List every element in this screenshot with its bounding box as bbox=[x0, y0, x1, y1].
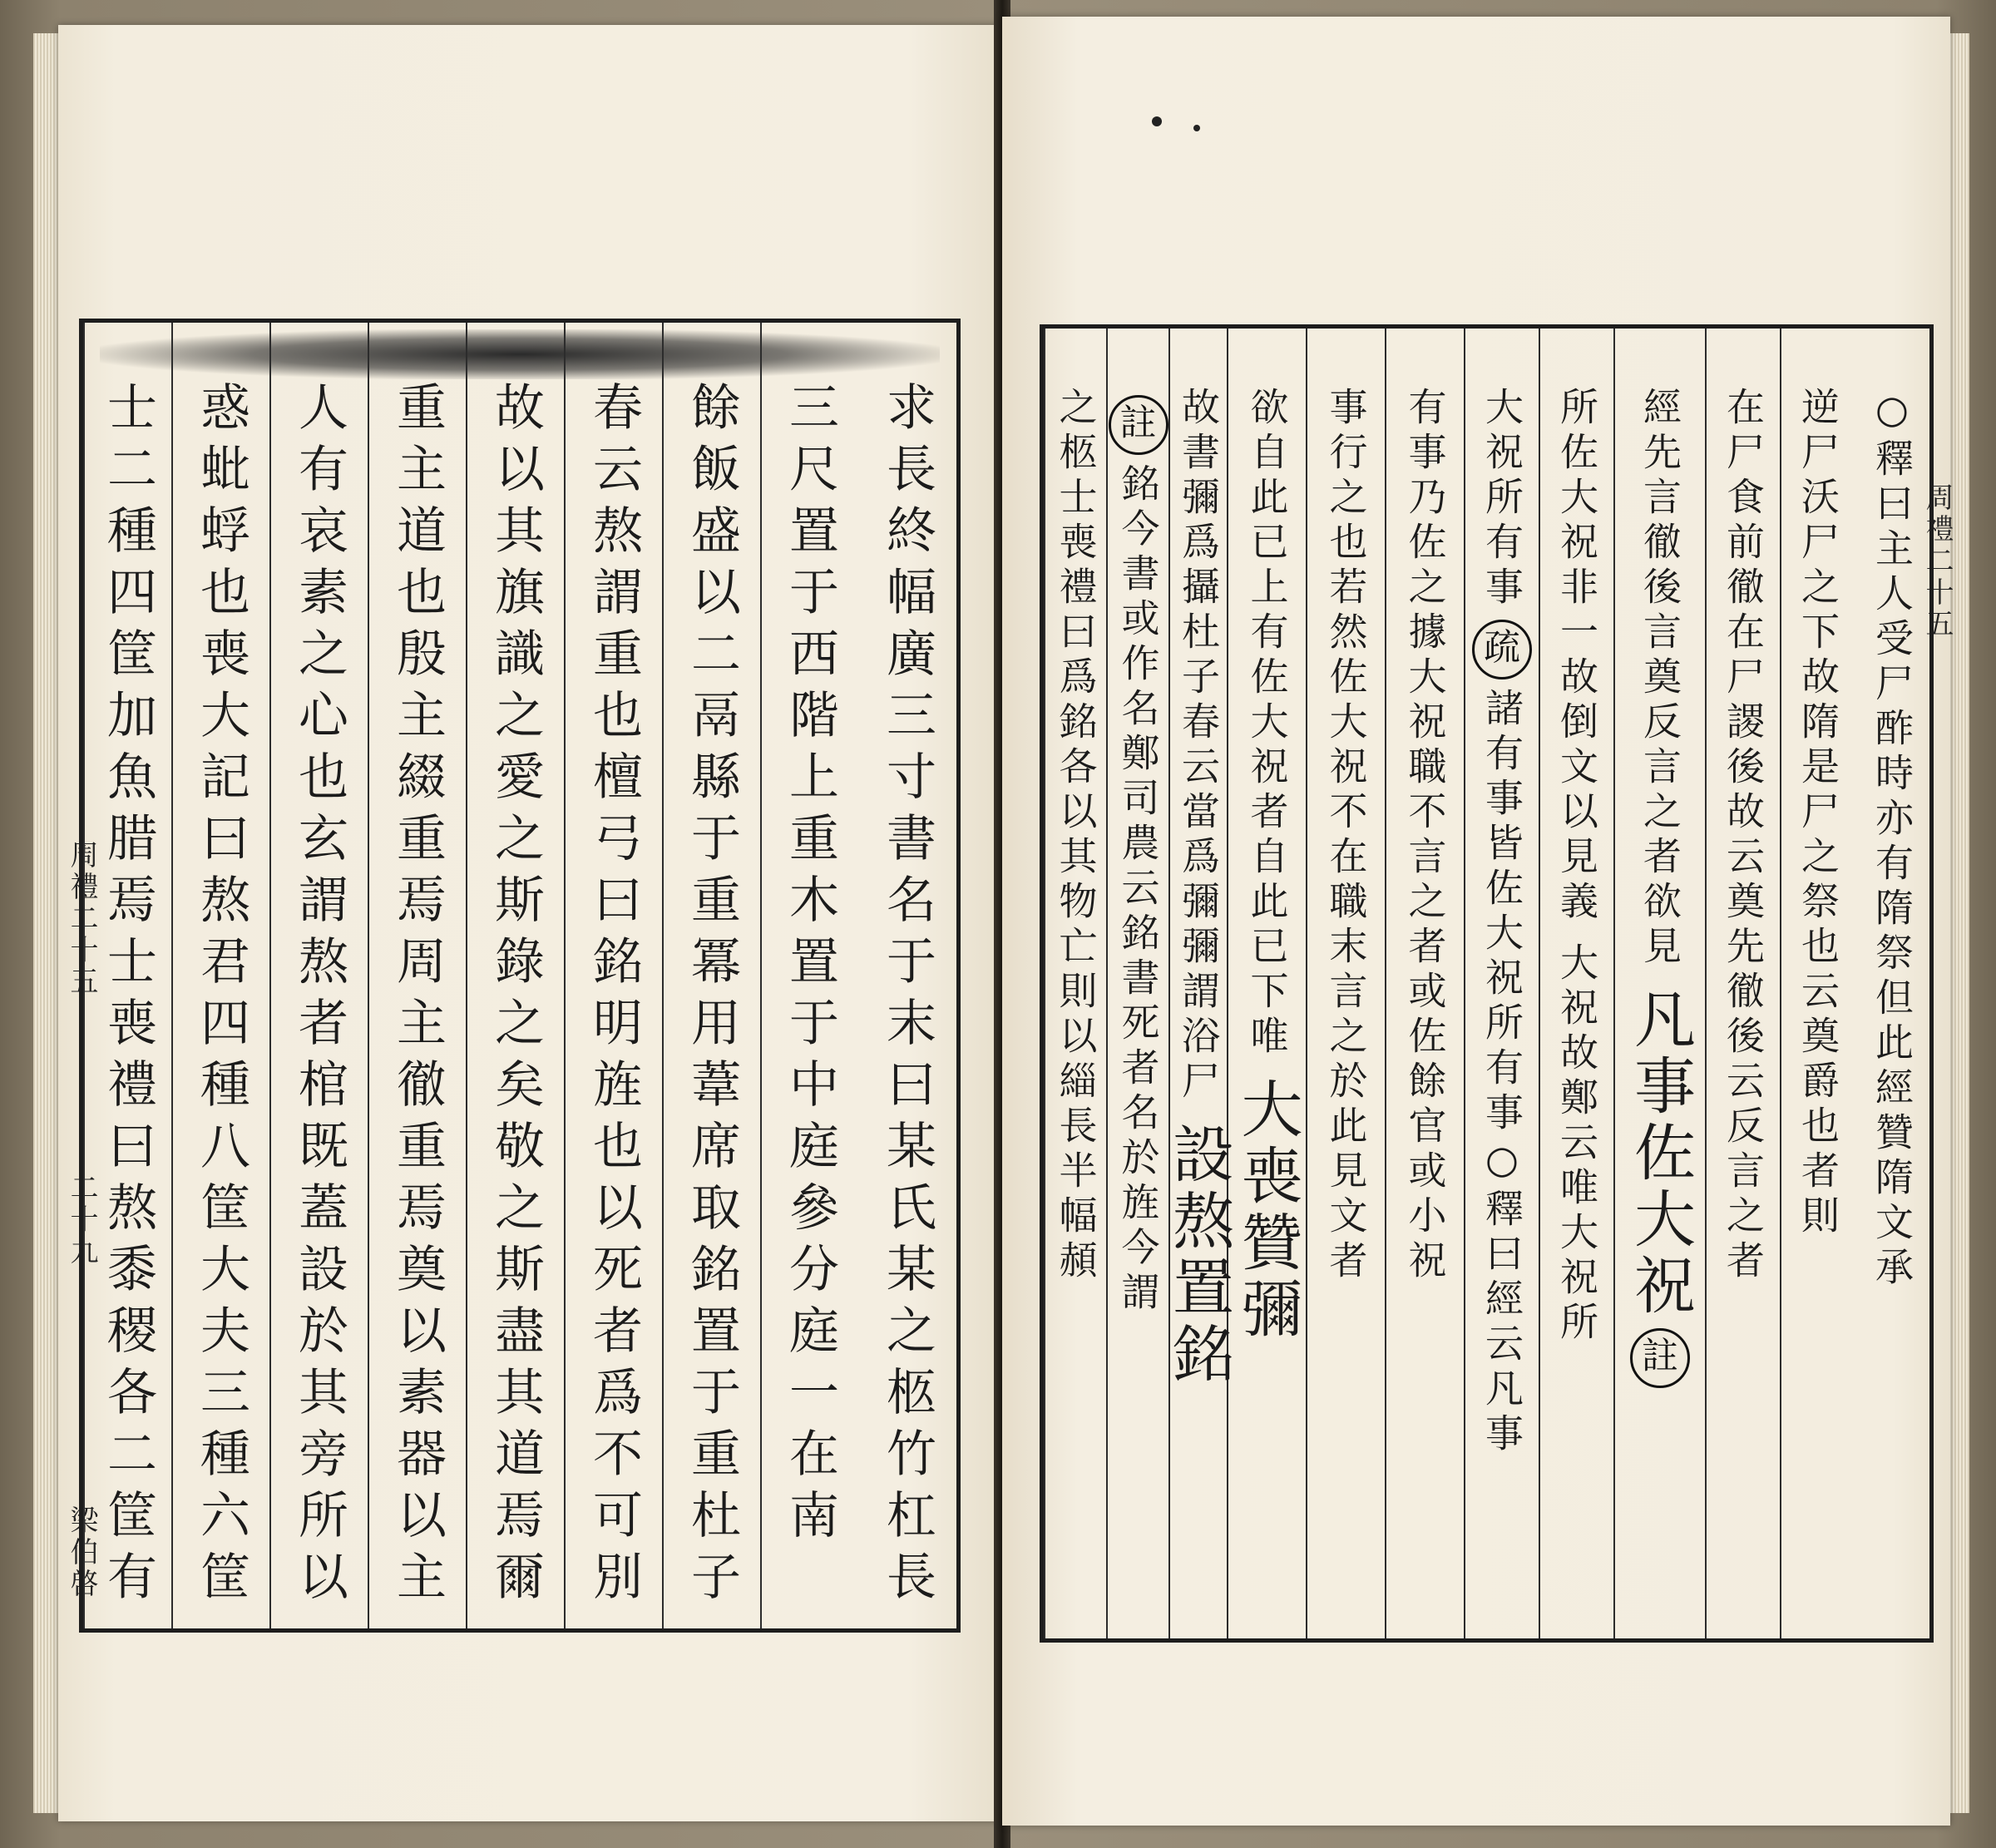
right-column-11 bbox=[1106, 329, 1168, 1638]
right-column-1 bbox=[1855, 329, 1929, 1638]
left-column-2 bbox=[760, 323, 858, 1628]
right-column-6 bbox=[1464, 329, 1539, 1638]
right-column-7-text: 有事乃佐之據大祝職不言之者或佐餘官或小祝 bbox=[1402, 387, 1448, 1285]
left-column-6-text: 重主道也殷主綴重焉周主徹重焉奠以素器以主 bbox=[388, 381, 447, 1612]
left-column-3-text: 餘飯盛以二鬲縣于重冪用葦席取銘置于重杜子 bbox=[683, 381, 741, 1612]
right-column-4 bbox=[1613, 329, 1705, 1638]
right-column-10-text: 故書彌爲攝杜子春云當爲彌彌謂浴尸 bbox=[1176, 387, 1221, 1105]
left-column-4 bbox=[564, 323, 662, 1628]
left-column-6 bbox=[368, 323, 466, 1628]
right-column-2-text: 逆尸沃尸之下故隋是尸之祭也云奠爵也者則 bbox=[1796, 387, 1840, 1240]
right-column-11-text: 銘今書或作名鄭司農云銘書死者名於旌今謂 bbox=[1115, 463, 1161, 1317]
right-column-5-text: 所佐大祝非一故倒文以見義 bbox=[1554, 387, 1599, 926]
right-column-12 bbox=[1044, 329, 1106, 1638]
right-column-2 bbox=[1780, 329, 1855, 1638]
commentary-marker: 註 bbox=[1630, 1328, 1690, 1388]
ink-speck bbox=[1152, 116, 1162, 126]
left-margin-title: 周禮二十五 bbox=[65, 840, 98, 998]
right-column-1-text: ○釋曰主人受尸酢時亦有隋祭但此經贊隋文承 bbox=[1870, 387, 1914, 1292]
right-column-6-text: 大祝所有事 bbox=[1480, 387, 1524, 611]
left-column-2-text: 三尺置于西階上重木置于中庭參分庭一在南 bbox=[781, 381, 839, 1550]
headline-she-ao-zhi-ming: 設熬置銘 bbox=[1163, 1122, 1234, 1388]
left-column-5-text: 故以其旗識之愛之斯錄之矣敬之斯盡其道焉爾 bbox=[487, 381, 545, 1612]
headline-da-sang-zan-mi: 大喪贊彌 bbox=[1231, 1077, 1303, 1343]
left-column-7-text: 人有哀素之心也玄謂熬者棺既蓋設於其旁所以 bbox=[290, 381, 348, 1612]
left-page-edges bbox=[33, 33, 58, 1813]
left-column-4-text: 春云熬謂重也檀弓曰銘明旌也以死者爲不可別 bbox=[585, 381, 643, 1612]
left-margin-page-number: 二十九 bbox=[65, 1173, 98, 1267]
left-text-frame bbox=[79, 319, 961, 1633]
right-column-7 bbox=[1385, 329, 1464, 1638]
left-column-5 bbox=[466, 323, 564, 1628]
right-column-8-text: 事行之也若然佐大祝不在職末言之於此見文者 bbox=[1323, 387, 1369, 1285]
right-column-5-interlinear: 大祝故鄭云唯大祝所 bbox=[1554, 942, 1599, 1346]
right-column-3 bbox=[1705, 329, 1780, 1638]
headline-fan-shi-zuo-da-zhu: 凡事佐大祝 bbox=[1624, 987, 1696, 1320]
left-column-1-text: 求長終幅廣三寸書名于末曰某氏某之柩竹杠長 bbox=[878, 381, 936, 1612]
left-margin-publisher: 梁伯啓 bbox=[65, 1505, 98, 1600]
right-margin-title: 周禮二十五 bbox=[1920, 482, 1954, 640]
left-column-9-text: 士二種四筐加魚腊焉士喪禮曰熬黍稷各二筐有 bbox=[99, 381, 157, 1612]
right-column-6-interlinear: 諸有事皆佐大祝所有事○釋曰經云凡事 bbox=[1480, 688, 1524, 1458]
right-text-frame bbox=[1040, 324, 1934, 1643]
left-column-8-text: 惑蚍蜉也喪大記曰熬君四種八筐大夫三種六筐 bbox=[192, 381, 250, 1612]
right-column-10 bbox=[1163, 329, 1234, 1638]
left-column-7 bbox=[269, 323, 368, 1628]
left-column-9 bbox=[83, 323, 171, 1628]
ink-speck bbox=[1193, 125, 1200, 131]
right-column-5 bbox=[1539, 329, 1613, 1638]
right-column-8 bbox=[1306, 329, 1385, 1638]
right-column-3-interlinear: 在尸食前徹在尸謖後故云奠先徹後云反言之者 bbox=[1721, 387, 1766, 1285]
subcommentary-marker: 疏 bbox=[1472, 620, 1532, 679]
right-column-4-text: 經先言徹後言奠反言之者欲見 bbox=[1638, 387, 1682, 971]
left-column-1 bbox=[858, 323, 956, 1628]
right-column-9-text: 欲自此已上有佐大祝者自此已下唯 bbox=[1244, 387, 1290, 1060]
right-column-9 bbox=[1227, 329, 1306, 1638]
commentary-marker-2: 註 bbox=[1109, 395, 1168, 455]
left-column-3 bbox=[662, 323, 760, 1628]
right-column-12-text: 之柩士喪禮曰爲銘各以其物亡則以緇長半幅頳 bbox=[1053, 387, 1099, 1285]
left-column-8 bbox=[171, 323, 269, 1628]
